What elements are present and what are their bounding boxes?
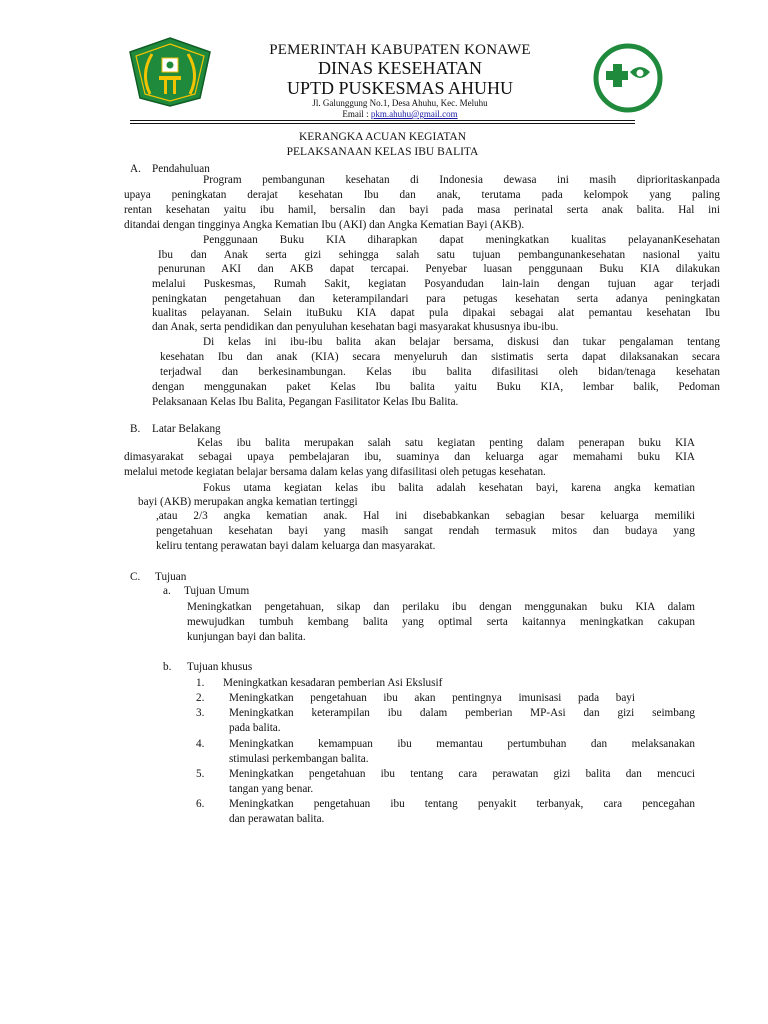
list-item-number: 3. bbox=[196, 707, 205, 719]
list-item-text: Meningkatkan pengetahuan ibu tentang penyakit terbanyak, cara pencegahan bbox=[229, 798, 695, 810]
section-a-p2-line: peningkatan pengetahuan dan keterampilandari para petugas kesehatan serta adanya peningkatan bbox=[152, 293, 720, 305]
header-government-name: PEMERINTAH KABUPATEN KONAWE bbox=[269, 42, 531, 58]
header-address: Jl. Galunggung No.1, Desa Ahuhu, Kec. Meluhu bbox=[312, 98, 488, 108]
header-puskesmas-name: UPTD PUSKESMAS AHUHU bbox=[286, 78, 514, 98]
section-c-heading: Tujuan bbox=[155, 571, 187, 583]
puskesmas-logo bbox=[592, 42, 664, 114]
subsection-a-text-line: Meningkatkan pengetahuan, sikap dan perilaku ibu dengan menggunakan buku KIA dalam bbox=[187, 601, 695, 613]
section-a-p3-line: terjadwal dan berkesinambungan. Kelas ibu balita difasilitasi oleh bidan/tenaga kesehatan bbox=[160, 366, 720, 378]
list-item-text: Meningkatkan pengetahuan ibu tentang cara perawatan gizi balita dan mencuci bbox=[229, 768, 695, 780]
section-a-p2-line: Ibu dan Anak serta gizi sehingga salah satu tujuan pembangunankesehatan nasional yaitu bbox=[158, 249, 720, 261]
section-b-label: B. bbox=[130, 423, 141, 435]
list-item-number: 6. bbox=[196, 798, 205, 810]
list-item-text: pada balita. bbox=[229, 722, 281, 734]
section-a-p3-line: Di kelas ini ibu-ibu balita akan belajar bersama, diskusi dan tukar pengalaman tentang bbox=[203, 336, 720, 348]
section-b-p2-line: pengetahuan kesehatan bayi yang masih sangat rendah termasuk mitos dan budaya yang bbox=[156, 525, 695, 537]
list-item-text: Meningkatkan kemampuan ibu memantau pertumbuhan dan melaksanakan bbox=[229, 738, 695, 750]
section-a-p2-line: melalui Puskesmas, Rumah Sakit, kegiatan Posyandudan lain-lain dengan tujuan agar terjadi bbox=[152, 278, 720, 290]
section-b-heading: Latar Belakang bbox=[152, 423, 221, 435]
section-a-p3-line: dengan menggunakan paket Kelas Ibu balita yaitu Buku KIA, lembar balik, Pedoman bbox=[152, 381, 720, 393]
section-b-p1-line: dimasyarakat sebagai upaya pembelajaran ibu, suaminya dan keluarga agar memahami buku KIA bbox=[124, 451, 695, 463]
email-link[interactable]: pkm.ahuhu@gmail.com bbox=[370, 109, 458, 119]
list-item-text: Meningkatkan kesadaran pemberian Asi Ekslusif bbox=[223, 677, 443, 689]
list-item-number: 2. bbox=[196, 692, 205, 704]
list-item-number: 1. bbox=[196, 677, 205, 689]
list-item-text: Meningkatkan keterampilan ibu dalam pemberian MP-Asi dan gizi seimbang bbox=[229, 707, 695, 719]
subsection-a-text-line: kunjungan bayi dan balita. bbox=[187, 631, 306, 643]
section-b-p2-line: bayi (AKB) merupakan angka kematian tertinggi bbox=[138, 496, 358, 508]
section-b-p2-line: keliru tentang perawatan bayi dalam keluarga dan masyarakat. bbox=[156, 540, 436, 552]
section-a-p3-line: Pelaksanaan Kelas Ibu Balita, Pegangan Fasilitator Kelas Ibu Balita. bbox=[152, 396, 459, 408]
document-title-line1: KERANGKA ACUAN KEGIATAN bbox=[298, 131, 467, 143]
section-a-p1-line: ditandai dengan tingginya Angka Kematian Ibu (AKI) dan Angka Kematian Bayi (AKB). bbox=[124, 219, 525, 231]
subsection-b-heading: Tujuan khusus bbox=[187, 661, 253, 673]
section-a-p2-line: Penggunaan Buku KIA diharapkan dapat meningkatkan kualitas pelayananKesehatan bbox=[203, 234, 720, 246]
subsection-a-text-line: mewujudkan tumbuh kembang balita yang optimal serta kaitannya meningkatkan cakupan bbox=[187, 616, 695, 628]
list-item-number: 5. bbox=[196, 768, 205, 780]
section-a-p2-line: penurunan AKI dan AKB dapat tercapai. Penyebar luasan penggunaan Buku KIA dilakukan bbox=[158, 263, 720, 275]
document-title-line2: PELAKSANAAN KELAS IBU BALITA bbox=[286, 146, 479, 158]
section-b-p1-line: melalui metode kegiatan belajar bersama dalam kelas yang difasilitasi oleh petugas kesehatan. bbox=[124, 466, 546, 478]
section-a-p1-line: rentan kesehatan yaitu ibu hamil, bersalin dan bayi pada masa perinatal serta anak balita. Hal ini bbox=[124, 204, 720, 216]
list-item-text: Meningkatkan pengetahuan ibu akan pentingnya imunisasi pada bayi bbox=[229, 692, 635, 704]
section-a-p2-line: dan Anak, serta pendidikan dan penyuluhan kesehatan bagi masyarakat khususnya ibu-ibu. bbox=[152, 321, 559, 333]
header-divider-top bbox=[130, 120, 635, 121]
subsection-b-label: b. bbox=[163, 661, 172, 673]
header-email-line bbox=[200, 109, 600, 119]
section-b-p2-line: ,atau 2/3 angka kematian anak. Hal ini disebabkankan sebagian besar keluarga memiliki bbox=[156, 510, 695, 522]
section-a-p3-line: kesehatan Ibu dan anak (KIA) secara menyeluruh dan sistimatis serta dapat dilaksanakan secara bbox=[160, 351, 720, 363]
header-divider-bottom bbox=[130, 123, 635, 124]
section-a-p1-line: upaya peningkatan derajat kesehatan Ibu dan anak, terutama pada kelompok yang paling bbox=[124, 189, 720, 201]
section-b-p1-line: Kelas ibu balita merupakan salah satu kegiatan penting dalam penerapan buku KIA bbox=[197, 437, 695, 449]
section-c-label: C. bbox=[130, 571, 141, 583]
list-item-number: 4. bbox=[196, 738, 205, 750]
list-item-text: dan perawatan balita. bbox=[229, 813, 325, 825]
subsection-a-heading: Tujuan Umum bbox=[184, 585, 250, 597]
section-a-label: A. bbox=[130, 163, 141, 175]
section-a-heading: Pendahuluan bbox=[152, 163, 210, 175]
section-a-p1-line: Program pembangunan kesehatan di Indonesia dewasa ini masih diprioritaskanpada bbox=[203, 174, 720, 186]
subsection-a-label: a. bbox=[163, 585, 171, 597]
section-b-p2-line: Fokus utama kegiatan kelas ibu balita adalah kesehatan bayi, karena angka kematian bbox=[203, 482, 695, 494]
list-item-text: stimulasi perkembangan balita. bbox=[229, 753, 369, 765]
header-department-name: DINAS KESEHATAN bbox=[317, 58, 483, 78]
email-label: Email : bbox=[342, 109, 371, 119]
section-a-p2-line: kualitas pelayanan. Selain ituBuku KIA dapat pula dipakai sebagai alat pemantau kesehatan Ibu bbox=[152, 307, 720, 319]
list-item-text: tangan yang benar. bbox=[229, 783, 314, 795]
